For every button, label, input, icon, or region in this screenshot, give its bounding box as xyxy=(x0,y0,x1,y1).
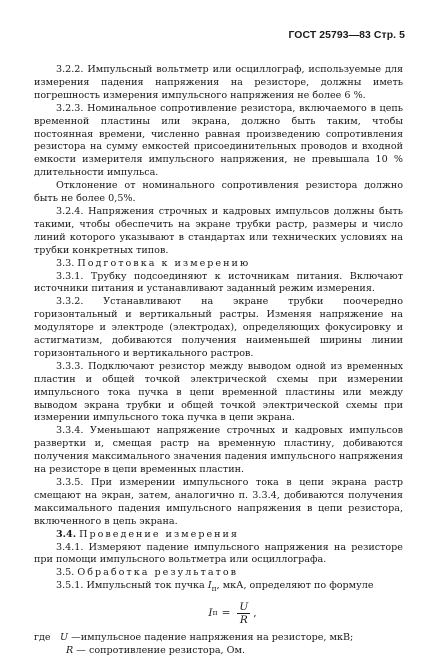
paragraph-text-tail: , мкА, определяют по формуле xyxy=(216,580,374,592)
paragraph-deviation: Отклонение от номинального сопротивления резистора должно быть не более 0,5%. xyxy=(34,180,403,205)
current-formula xyxy=(34,598,403,628)
paragraph-3-3-1: 3.3.1. Трубку подсоединяют к источникам питания. Включают источники питания и устанавливают заданный режим измерения. xyxy=(34,270,403,295)
formula-numerator: U xyxy=(239,600,249,613)
paragraph-3-5-1 xyxy=(34,580,403,596)
paragraph-3-3-4: 3.3.4. Уменьшают напряжение строчных и кадровых импульсов развертки и, смещая растр на временную пластину, добиваются получения максимального значения падения импульсного напряжения на резисторе в цепи временных пластин. xyxy=(34,425,403,476)
definition-r xyxy=(34,645,403,658)
definition-text-u: —импульсное падение напряжения на резисторе, мкВ; xyxy=(71,632,354,644)
formula-fraction xyxy=(237,601,250,626)
formula-lhs-subscript: п xyxy=(212,607,218,617)
definition-lead: где xyxy=(34,632,51,644)
current-subscript: п xyxy=(211,584,217,594)
definition-text-r: — сопротивление резистора, Ом. xyxy=(76,645,246,657)
paragraph-3-3-5: 3.3.5. При измерении импульсного тока в цепи экрана растр смещают на экран, затем, аналогично п. 3.3.4, добиваются получения максимального падения импульсного напряжения в цепи резистора, включенного в цепь экрана. xyxy=(34,477,403,527)
paragraph-text: 3.5.1. Импульсный ток пучка xyxy=(56,580,208,592)
paragraph-3-3-2: 3.3.2. Устанавливают на экране трубки поочередно горизонтальный и вертикальный растры. Изменяя напряжение на модуляторе и электроде (электродах), определяющих фокусировку и астигматизм, добиваются получения наименьшей ширины линии горизонтального и вертикального растров. xyxy=(34,296,403,359)
section-number: 3.3. xyxy=(56,257,75,269)
formula-lhs: I xyxy=(208,606,213,619)
paragraph-3-2-2: 3.2.2. Импульсный вольтметр или осциллограф, используемые для измерения падения напряжения на резисторе, должны иметь погрешность измерения импульсного напряжения не более 6 %. xyxy=(34,64,403,101)
section-number: 3.4. xyxy=(56,528,77,540)
definition-body xyxy=(66,645,245,658)
section-title: Проведение измерения xyxy=(79,528,239,540)
document-body xyxy=(34,64,403,658)
definition-body xyxy=(56,632,353,645)
section-title: Обработка результатов xyxy=(77,567,239,579)
formula-equals: = xyxy=(221,606,231,619)
section-number: 3.5. xyxy=(56,567,75,579)
definition-symbol-u: U xyxy=(60,632,69,644)
paragraph-3-3-3: 3.3.3. Подключают резистор между выводом одной из временных пластин и общей точкой электрической схемы при измерении импульсного тока пучка в цепи временной пластины или между выводом экрана трубки и общей точкой электрической схемы при измерении импульсного тока пучка в цепи экрана. xyxy=(34,360,403,424)
paragraph-3-2-3: 3.2.3. Номинальное сопротивление резистора, включаемого в цепь временной пластины или экрана, должно быть таким, чтобы постоянная времени, численно равная произведению сопротивления резистора на сумму емкостей присоединительных проводов и входной емкости измерителя импульсного напряжения, не превышала 10 % длительности импульса. xyxy=(34,102,403,179)
section-heading-3-3 xyxy=(34,258,403,271)
section-heading-3-5 xyxy=(34,567,403,580)
definition-u xyxy=(34,632,403,645)
formula-comma: , xyxy=(253,606,257,619)
formula-denominator: R xyxy=(239,613,248,626)
section-heading-3-4 xyxy=(34,529,403,542)
page-header: ГОСТ 25793—83 Стр. 5 xyxy=(288,30,405,41)
current-symbol: I xyxy=(207,580,212,592)
section-title: Подготовка к измерению xyxy=(77,257,251,269)
definition-symbol-r: R xyxy=(66,645,74,657)
paragraph-3-4-1: 3.4.1. Измеряют падение импульсного напряжения на резисторе при помощи импульсного вольтметра или осциллографа. xyxy=(34,541,403,566)
paragraph-3-2-4: 3.2.4. Напряжения строчных и кадровых импульсов должны быть такими, чтобы обеспечить на экране трубки растр, размеры и число линий которого указывают в стандартах или технических условиях на трубки конкретных типов. xyxy=(34,205,403,256)
definition-spacer xyxy=(34,645,66,658)
